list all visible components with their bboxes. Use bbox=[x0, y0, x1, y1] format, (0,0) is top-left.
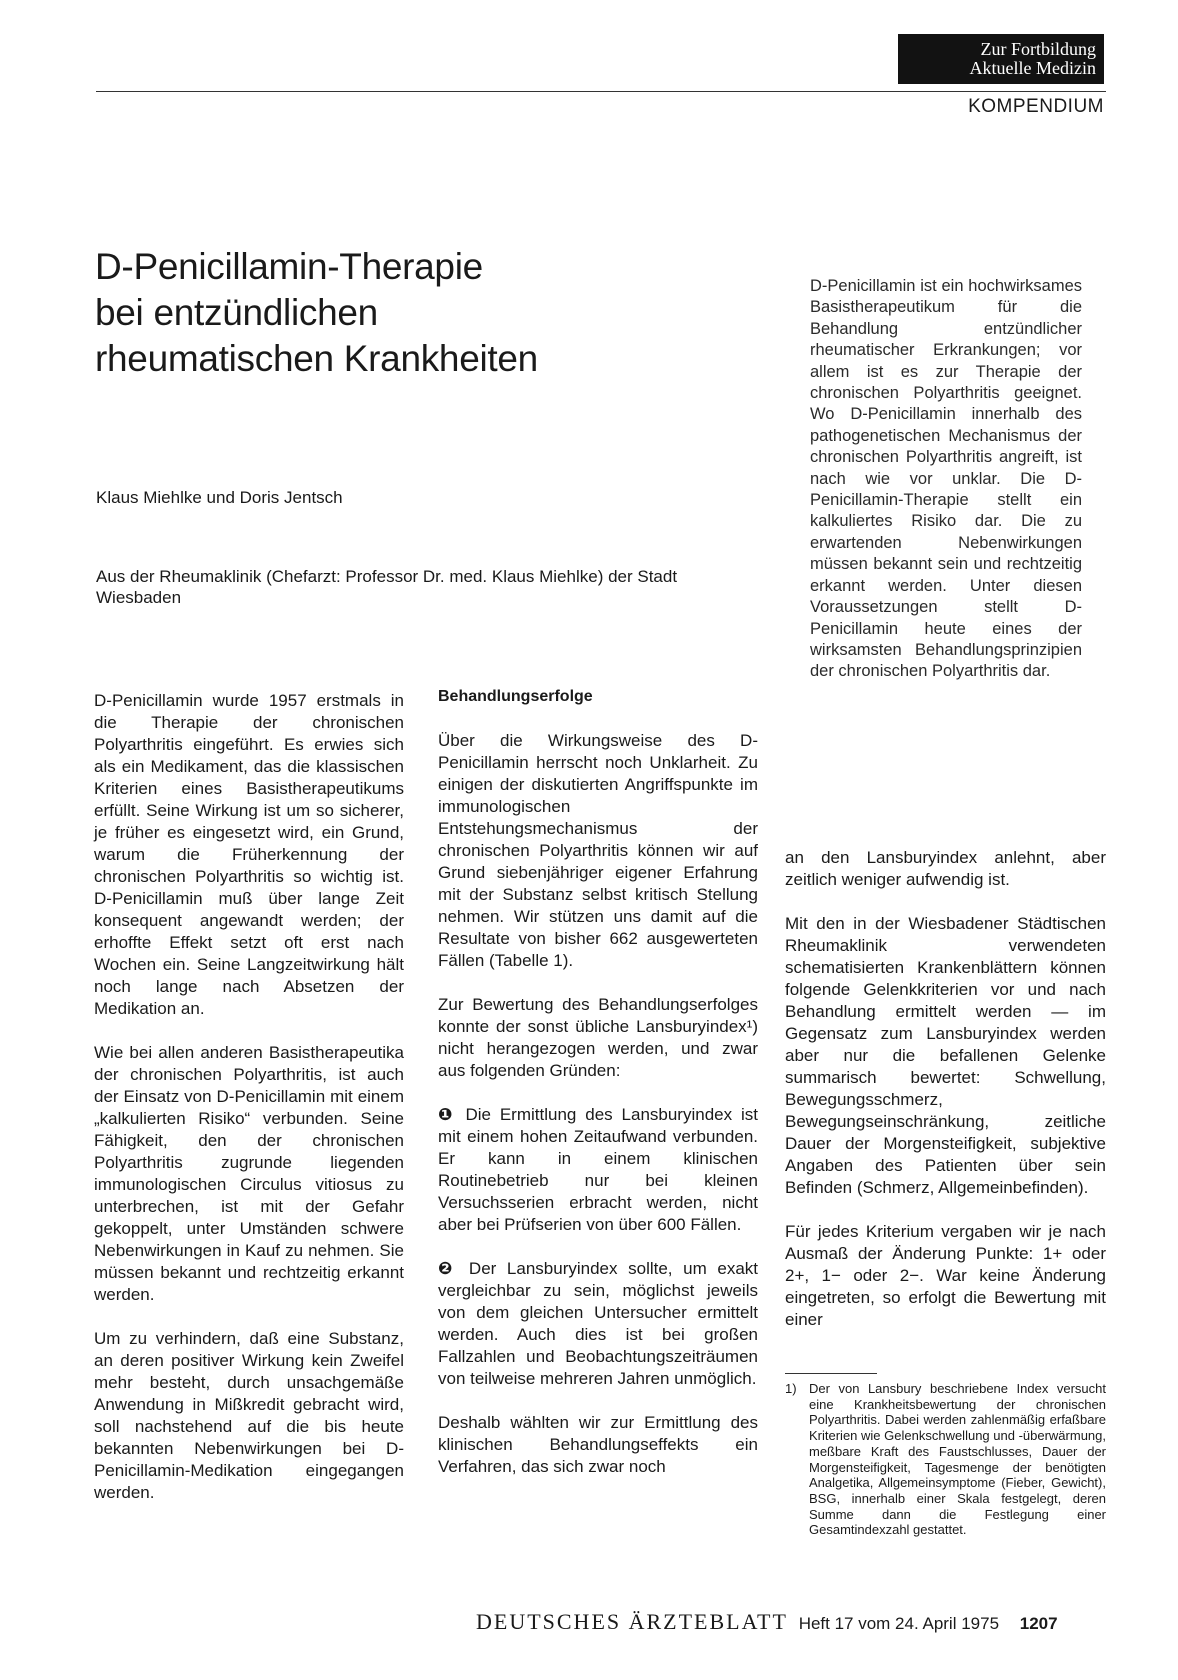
article-title bbox=[95, 244, 735, 382]
footnote-text: Der von Lansbury beschriebene Index versucht eine Krankheitsbewertung der chronischen Polyarthritis. Dabei werden zahlenmäßig erfaßbare Kriterien wie Gelenkschwellung und -überwärmung, meßbare Kraft des Faustschlusses, Dauer der Morgensteifigkeit, Tagesmenge der benötigten Analgetika, Allgemeinsymptome (Fieber, Gewicht), BSG, innerhalb einer Skala festgelegt, deren Summe dann die Festlegung einer Gesamtindexzahl gestattet. bbox=[809, 1381, 1106, 1538]
column-1 bbox=[94, 690, 404, 1526]
header-rule bbox=[96, 91, 1106, 92]
section-heading: Behandlungserfolge bbox=[438, 688, 593, 705]
abstract: D-Penicillamin ist ein hochwirksames Basistherapeutikum für die Behandlung entzündlicher rheumatischer Erkrankungen; vor allem ist es zur Therapie der chronischen Polyarthritis geeignet. Wo D-Penicillamin innerhalb des pathogenetischen Mechanismus der chronischen Polyarthritis angreift, ist nach wie vor unklar. Die D-Penicillamin-Therapie stellt ein kalkuliertes Risiko dar. Die zu erwartenden Nebenwirkungen müssen bekannt sein und rechtzeitig erkannt werden. Unter diesen Voraussetzungen stellt D-Penicillamin heute eines der wirksamsten Behandlungsprinzipien der chronischen Polyarthritis dar. bbox=[810, 277, 1082, 681]
issue-info: Heft 17 vom 24. April 1975 bbox=[798, 1614, 1000, 1633]
rubric-line-medizin: Aktuelle Medizin bbox=[969, 58, 1096, 78]
section-label: KOMPENDIUM bbox=[968, 96, 1104, 117]
journal-name: DEUTSCHES ÄRZTEBLATT bbox=[476, 1609, 788, 1634]
paragraph: Zur Bewertung des Behandlungserfolges konnte der sonst übliche Lansburyindex¹) nicht herangezogen werden, und zwar aus folgenden Gründen: bbox=[438, 995, 758, 1080]
footnote-mark: 1) bbox=[785, 1381, 797, 1396]
numbered-paragraph bbox=[438, 1104, 758, 1236]
paragraph: an den Lansburyindex anlehnt, aber zeitlich weniger aufwendig ist. bbox=[785, 848, 1106, 889]
paragraph: Um zu verhindern, daß eine Substanz, an deren positiver Wirkung kein Zweifel mehr besteht, durch unsachgemäße Anwendung in Mißkredit gebracht wird, soll nachstehend auf die bis heute bekannten Nebenwirkungen bei D-Penicillamin-Medikation eingegangen werden. bbox=[94, 1329, 404, 1502]
column-2 bbox=[438, 686, 758, 1500]
rubric-line-fortbildung: Zur Fortbildung bbox=[980, 39, 1096, 59]
paragraph: Wie bei allen anderen Basistherapeutika der chronischen Polyarthritis, ist auch der Einsatz von D-Penicillamin mit einem „kalkulierten Risiko“ verbunden. Seine Fähigkeit, den der chronischen Polyarthritis zugrunde liegenden immunologischen Circulus vitiosus zu unterbrechen, ist mit der Gefahr gekoppelt, unter Umständen schwere Nebenwirkungen in Kauf zu nehmen. Sie müssen bekannt und rechtzeitig erkannt werden. bbox=[94, 1043, 404, 1304]
paragraph: Deshalb wählten wir zur Ermittlung des klinischen Behandlungseffekts ein Verfahren, das sich zwar noch bbox=[438, 1413, 758, 1476]
title-line-2: bei entzündlichen bbox=[95, 292, 378, 333]
title-line-1: D-Penicillamin-Therapie bbox=[95, 246, 483, 287]
footnote bbox=[785, 1381, 1106, 1538]
paragraph: Mit den in der Wiesbadener Städtischen Rheumaklinik verwendeten schematisierten Krankenblättern können folgende Gelenkkriterien vor und nach Behandlung ermittelt werden — im Gegensatz zum Lansburyindex werden aber nur die befallenen Gelenke summarisch bewertet: Schwellung, Bewegungsschmerz, Bewegungseinschränkung, zeitliche Dauer der Morgensteifigkeit, subjektive Angaben des Patienten über sein Befinden (Schmerz, Allgemeinbefinden). bbox=[785, 914, 1106, 1197]
footnote-rule bbox=[785, 1373, 877, 1374]
affiliation: Aus der Rheumaklinik (Chefarzt: Professor Dr. med. Klaus Miehlke) der Stadt Wiesbaden bbox=[96, 567, 678, 607]
page-number: 1207 bbox=[1019, 1614, 1058, 1633]
paragraph: Über die Wirkungsweise des D-Penicillamin herrscht noch Unklarheit. Zu einigen der diskutierten Angriffspunkte im immunologischen Entstehungsmechanismus der chronischen Polyarthritis können wir auf Grund siebenjähriger eigener Erfahrung mit der Substanz selbst kritisch Stellung nehmen. Wir stützen uns damit auf die Resultate von bisher 662 ausgewerteten Fällen (Tabelle 1). bbox=[438, 731, 758, 970]
number-1-marker: ❶ bbox=[438, 1105, 457, 1124]
authors: Klaus Miehlke und Doris Jentsch bbox=[96, 488, 343, 507]
number-2-marker: ❷ bbox=[438, 1259, 459, 1278]
column-3 bbox=[785, 847, 1106, 1353]
numbered-paragraph-text: Der Lansburyindex sollte, um exakt vergleichbar zu sein, möglichst jeweils von dem gleichen Untersucher ermittelt werden. Auch dies ist bei großen Fallzahlen und Beobachtungszeiträumen von teilweise mehreren Jahren unmöglich. bbox=[438, 1259, 758, 1388]
numbered-paragraph-text: Die Ermittlung des Lansburyindex ist mit einem hohen Zeitaufwand verbunden. Er kann in einem klinischen Routinebetrieb nur bei kleinen Versuchsserien erbracht werden, nicht aber bei Prüfserien von über 600 Fällen. bbox=[438, 1105, 758, 1234]
rubric-box bbox=[898, 34, 1104, 84]
title-line-3: rheumatischen Krankheiten bbox=[95, 338, 538, 379]
page-footer bbox=[476, 1609, 1106, 1635]
paragraph: Für jedes Kriterium vergaben wir je nach Ausmaß der Änderung Punkte: 1+ oder 2+, 1− oder 2−. War keine Änderung eingetreten, so erfolgt die Bewertung mit einer bbox=[785, 1222, 1106, 1329]
paragraph: D-Penicillamin wurde 1957 erstmals in die Therapie der chronischen Polyarthritis eingeführt. Es erwies sich als ein Medikament, das die klassischen Kriterien eines Basistherapeutikums erfüllt. Seine Wirkung ist um so sicherer, je früher es eingesetzt wird, ein Grund, warum die Früherkennung der chronischen Polyarthritis so wichtig ist. D-Penicillamin muß über lange Zeit konsequent angewandt werden; der erhoffte Effekt setzt oft erst nach Wochen ein. Seine Langzeitwirkung hält noch lange nach Absetzen der Medikation an. bbox=[94, 691, 404, 1018]
numbered-paragraph bbox=[438, 1258, 758, 1390]
